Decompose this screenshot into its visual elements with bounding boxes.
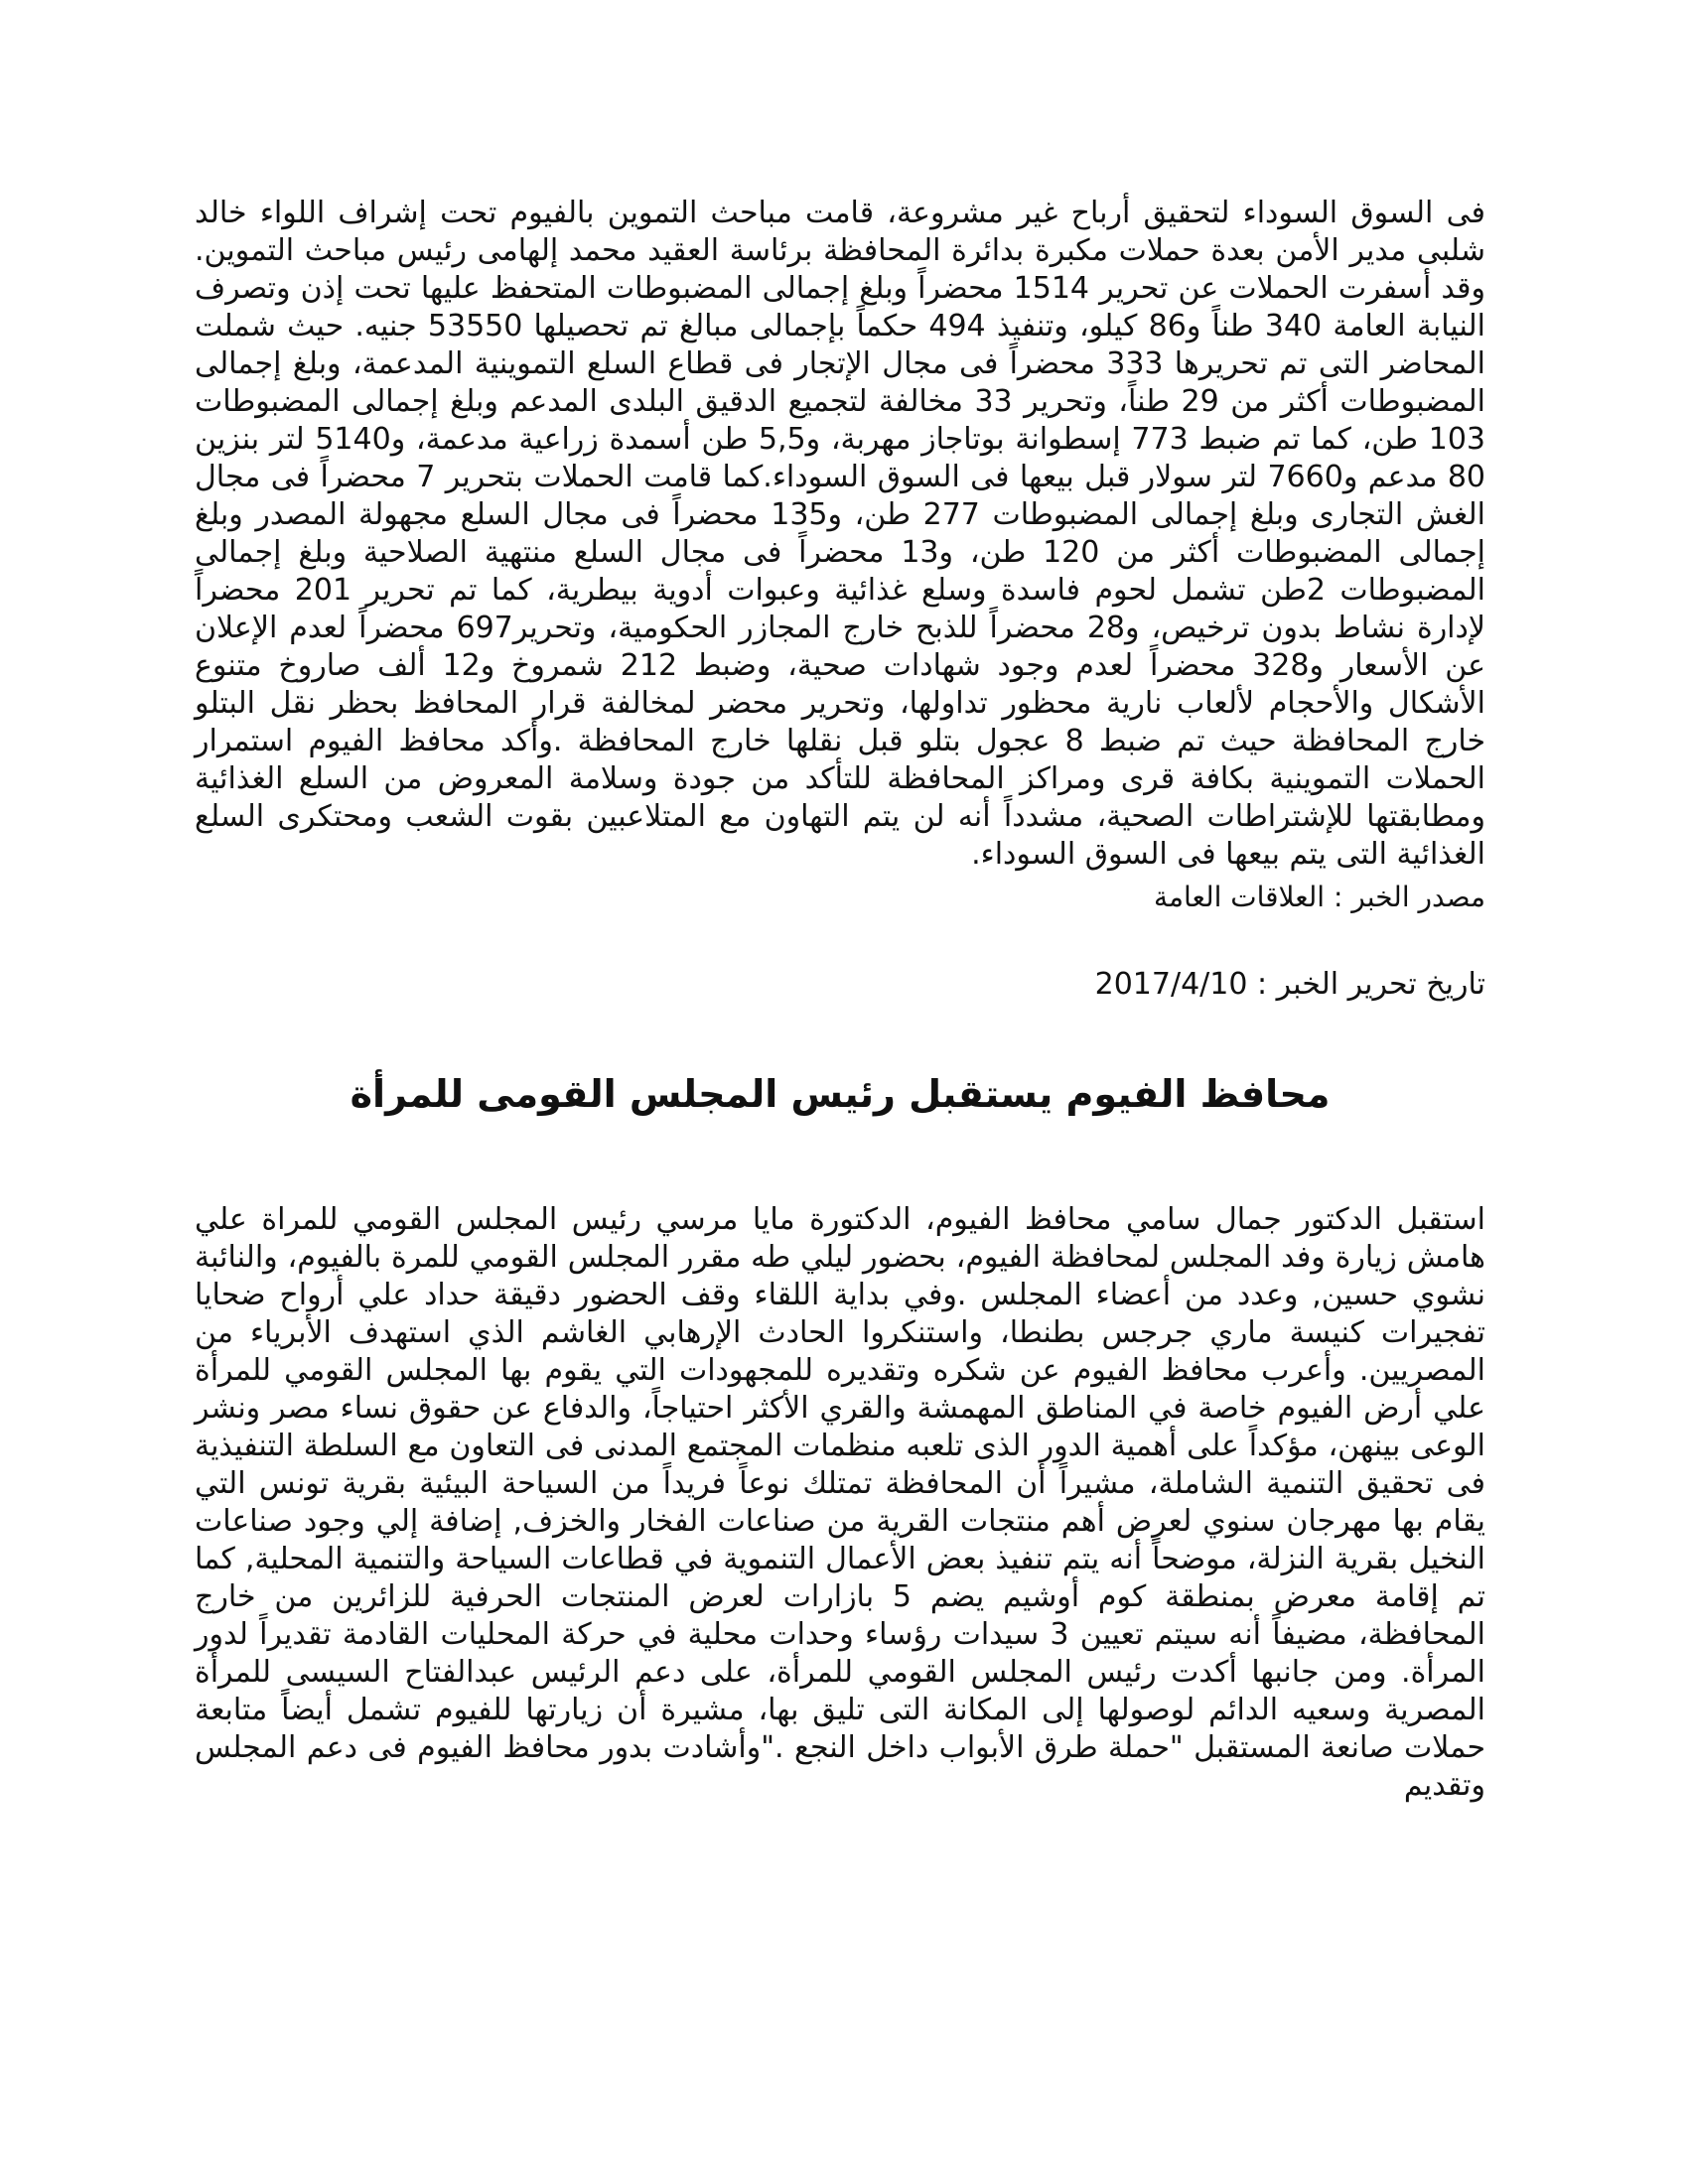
news-date-line: تاريخ تحرير الخبر : 2017/4/10 xyxy=(1094,967,1485,1002)
article-2-body: استقبل الدكتور جمال سامي محافظ الفيوم، الدكتورة مايا مرسي رئيس المجلس القومي للمراة علي هامش زيارة وفد المجلس لمحافظة الفيوم، بحضور ليلي طه مقرر المجلس القومي للمرة بالفيوم، والنائبة نشوي حسين, وعدد من أعضاء المجلس .وفي بداية اللقاء وقف الحضور دقيقة حداد علي أرواح ضحايا تفجيرات كنيسة ماري جرجس بطنطا، واستنكروا الحادث الإرهابي الغاشم الذي استهدف الأبرياء من المصريين. وأعرب محافظ الفيوم عن شكره وتقديره للمجهودات التي يقوم بها المجلس القومي للمرأة علي أرض الفيوم خاصة في المناطق المهمشة والقري الأكثر احتياجاً، والدفاع عن حقوق نساء مصر ونشر الوعى بينهن، مؤكداً على أهمية الدور الذى تلعبه منظمات المجتمع المدنى فى التعاون مع السلطة التنفيذية فى تحقيق التنمية الشاملة، مشيراً أن المحافظة تمتلك نوعاً فريداً من السياحة البيئية بقرية تونس التي يقام بها مهرجان سنوي لعرض أهم منتجات القرية من صناعات الفخار والخزف, إضافة إلي وجود صناعات النخيل بقرية النزلة، موضحاً أنه يتم تنفيذ بعض الأعمال التنموية في قطاعات السياحة والتنمية المحلية, كما تم إقامة معرض بمنطقة كوم أوشيم يضم 5 بازارات لعرض المنتجات الحرفية للزائرين من خارج المحافظة، مضيفاً أنه سيتم تعيين 3 سيدات رؤساء وحدات محلية في حركة المحليات القادمة تقديراً لدور المرأة. ومن جانبها أكدت رئيس المجلس القومي للمرأة، على دعم الرئيس عبدالفتاح السيسى للمرأة المصرية وسعيه الدائم لوصولها إلى المكانة التى تليق بها، مشيرة أن زيارتها للفيوم تشمل أيضاً متابعة حملات صانعة المستقبل "حملة طرق الأبواب داخل النجع ."وأشادت بدور محافظ الفيوم فى دعم المجلس وتقديم xyxy=(195,1202,1486,1803)
document-page xyxy=(195,195,1485,1805)
news-source-line: مصدر الخبر : العلاقات العامة xyxy=(1154,881,1485,913)
article-1-body: فى السوق السوداء لتحقيق أرباح غير مشروعة، قامت مباحث التموين بالفيوم تحت إشراف اللواء خالد شلبى مدير الأمن بعدة حملات مكبرة بدائرة المحافظة برئاسة العقيد محمد إلهامى رئيس مباحث التموين. وقد أسفرت الحملات عن تحرير 1514 محضراً وبلغ إجمالى المضبوطات المتحفظ عليها تحت إذن وتصرف النيابة العامة 340 طناً و86 كيلو، وتنفيذ 494 حكماً بإجمالى مبالغ تم تحصيلها 53550 جنيه. حيث شملت المحاضر التى تم تحريرها 333 محضراً فى مجال الإتجار فى قطاع السلع التموينية المدعمة، وبلغ إجمالى المضبوطات أكثر من 29 طناً، وتحرير 33 مخالفة لتجميع الدقيق البلدى المدعم وبلغ إجمالى المضبوطات 103 طن، كما تم ضبط 773 إسطوانة بوتاجاز مهربة، و5,5 طن أسمدة زراعية مدعمة، و5140 لتر بنزين 80 مدعم و7660 لتر سولار قبل بيعها فى السوق السوداء.كما قامت الحملات بتحرير 7 محضراً فى مجال الغش التجارى وبلغ إجمالى المضبوطات 277 طن، و135 محضراً فى مجال السلع مجهولة المصدر وبلغ إجمالى المضبوطات أكثر من 120 طن، و13 محضراً فى مجال السلع منتهية الصلاحية وبلغ إجمالى المضبوطات 2طن تشمل لحوم فاسدة وسلع غذائية وعبوات أدوية بيطرية، كما تم تحرير 201 محضراً لإدارة نشاط بدون ترخيص، و28 محضراً للذبح خارج المجازر الحكومية، وتحرير697 محضراً لعدم الإعلان عن الأسعار و328 محضراً لعدم وجود شهادات صحية، وضبط 212 شمروخ و12 ألف صاروخ متنوع الأشكال والأحجام لألعاب نارية محظور تداولها، وتحرير محضر لمخالفة قرار المحافظ بحظر نقل البتلو خارج المحافظة حيث تم ضبط 8 عجول بتلو قبل نقلها خارج المحافظة .وأكد محافظ الفيوم استمرار الحملات التموينية بكافة قرى ومراكز المحافظة للتأكد من جودة وسلامة المعروض من السلع الغذائية ومطابقتها للإشتراطات الصحية، مشدداً أنه لن يتم التهاون مع المتلاعبين بقوت الشعب ومحتكرى السلع الغذائية التى يتم بيعها فى السوق السوداء. xyxy=(195,196,1486,872)
article-2-title: محافظ الفيوم يستقبل رئيس المجلس القومى للمرأة xyxy=(350,1072,1331,1116)
